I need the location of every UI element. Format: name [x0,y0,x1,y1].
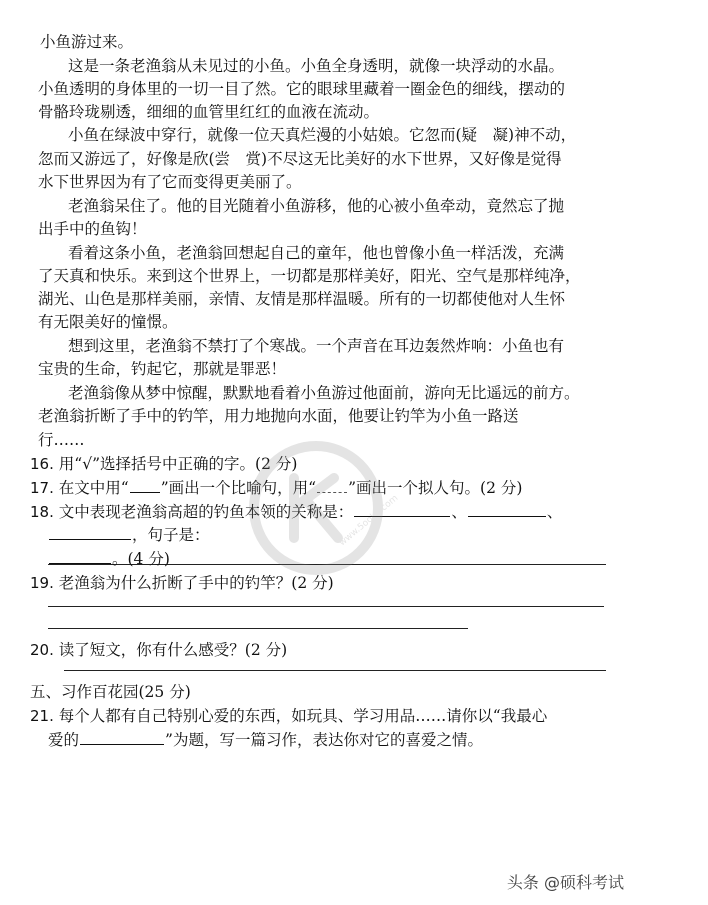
passage-line-15: 宝贵的生命，钓起它，那就是罪恶！ [38,360,287,378]
watermark-logo [246,438,401,578]
question-text-part: 文中表现老渔翁高超的钓鱼本领的关称是： [58,503,354,521]
passage-line-13: 有无限美好的憧憬。 [38,313,178,331]
passage-line-9: 出手中的鱼钩！ [38,220,147,238]
title-blank[interactable] [80,728,164,745]
question-text: 用“√”选择括号中正确的字。(2 分) [58,455,298,473]
question-20 [30,638,670,662]
answer-line[interactable] [48,628,468,629]
question-text-part: ，句子是： [132,526,210,544]
question-21 [30,704,670,728]
answer-blank-4[interactable] [49,547,111,564]
passage-line-18: 行…… [38,431,85,449]
passage-line-4: 骨骼玲珑剔透，细细的血管里红红的血液在流动。 [38,103,380,121]
passage-line-7: 水下世界因为有了它而变得更美丽了。 [38,173,302,191]
question-text-part: 爱的 [48,731,80,749]
passage-line-10: 看着这条小鱼，老渔翁回想起自己的童年，他也曾像小鱼一样活泼，充满 [68,244,565,262]
question-text-part: 在文中用“ [58,479,129,497]
passage-line-1: 小鱼游过来。 [40,33,134,51]
question-text-part: ”画出一个拟人句。(2 分) [348,479,523,497]
answer-blank-2[interactable] [468,500,546,517]
question-text-part: ”为题，写一篇习作，表达你对它的喜爱之情。 [165,731,483,749]
question-number: 21. [30,707,54,725]
answer-line[interactable] [48,606,604,607]
answer-line[interactable] [64,670,606,671]
question-text: 老渔翁为什么折断了手中的钓竿？(2 分) [58,574,334,592]
passage-line-3: 小鱼透明的身体里的一切一目了然。它的眼球里藏着一圈金色的细线，摆动的 [38,80,566,98]
separator: 、 [546,503,563,521]
passage-line-2: 这是一条老渔翁从未见过的小鱼。小鱼全身透明，就像一块浮动的水晶。 [68,57,565,75]
question-number: 19. [30,574,54,592]
passage-line-16: 老渔翁像从梦中惊醒，默默地看着小鱼游过他面前，游向无比遥远的前方。 [68,384,580,402]
section-heading: 五、习作百花园(25 分) [30,683,191,701]
question-number: 17. [30,479,54,497]
passage-line-8: 老渔翁呆住了。他的目光随着小鱼游移，他的心被小鱼牵动，竟然忘了抛 [68,197,565,215]
passage-line-17: 老渔翁折断了手中的钓竿，用力地抛向水面，他要让钓竿为小鱼一路送 [38,407,519,425]
separator: 、 [451,503,467,521]
question-text: 每个人都有自己特别心爱的东西，如玩具、学习用品……请你以“我最心 [58,707,548,725]
question-number: 20. [30,641,54,659]
passage-line-11: 了天真和快乐。来到这个世界上，一切都是那样美好，阳光、空气是那样纯净， [38,267,581,285]
straight-line-sample [130,476,160,493]
question-text: 读了短文，你有什么感受？(2 分) [58,641,288,659]
answer-blank-3[interactable] [49,523,131,540]
question-number: 18. [30,503,54,521]
question-number: 16. [30,455,54,473]
passage-line-14: 想到这里，老渔翁不禁打了个寒战。一个声音在耳边轰然炸响：小鱼也有 [68,337,565,355]
question-text-part: ”画出一个比喻句，用“ [160,479,317,497]
watermark-text: www.5ooku.com [337,493,401,549]
passage-line-12: 湖光、山色是那样美丽，亲情、友情是那样温暖。所有的一切都使他对人生怀 [38,290,566,308]
passage-line-6: 忽而又游远了，好像是欣(尝 赏)不尽这无比美好的水下世界，又好像是觉得 [38,150,562,168]
source-caption: 头条 @硕科考试 [506,873,624,892]
passage-line-5: 小鱼在绿波中穿行，就像一位天真烂漫的小姑娘。它忽而(疑 凝)神不动， [68,126,577,144]
question-21-line-2 [48,728,688,752]
question-text-part: 。(4 分) [112,550,170,568]
